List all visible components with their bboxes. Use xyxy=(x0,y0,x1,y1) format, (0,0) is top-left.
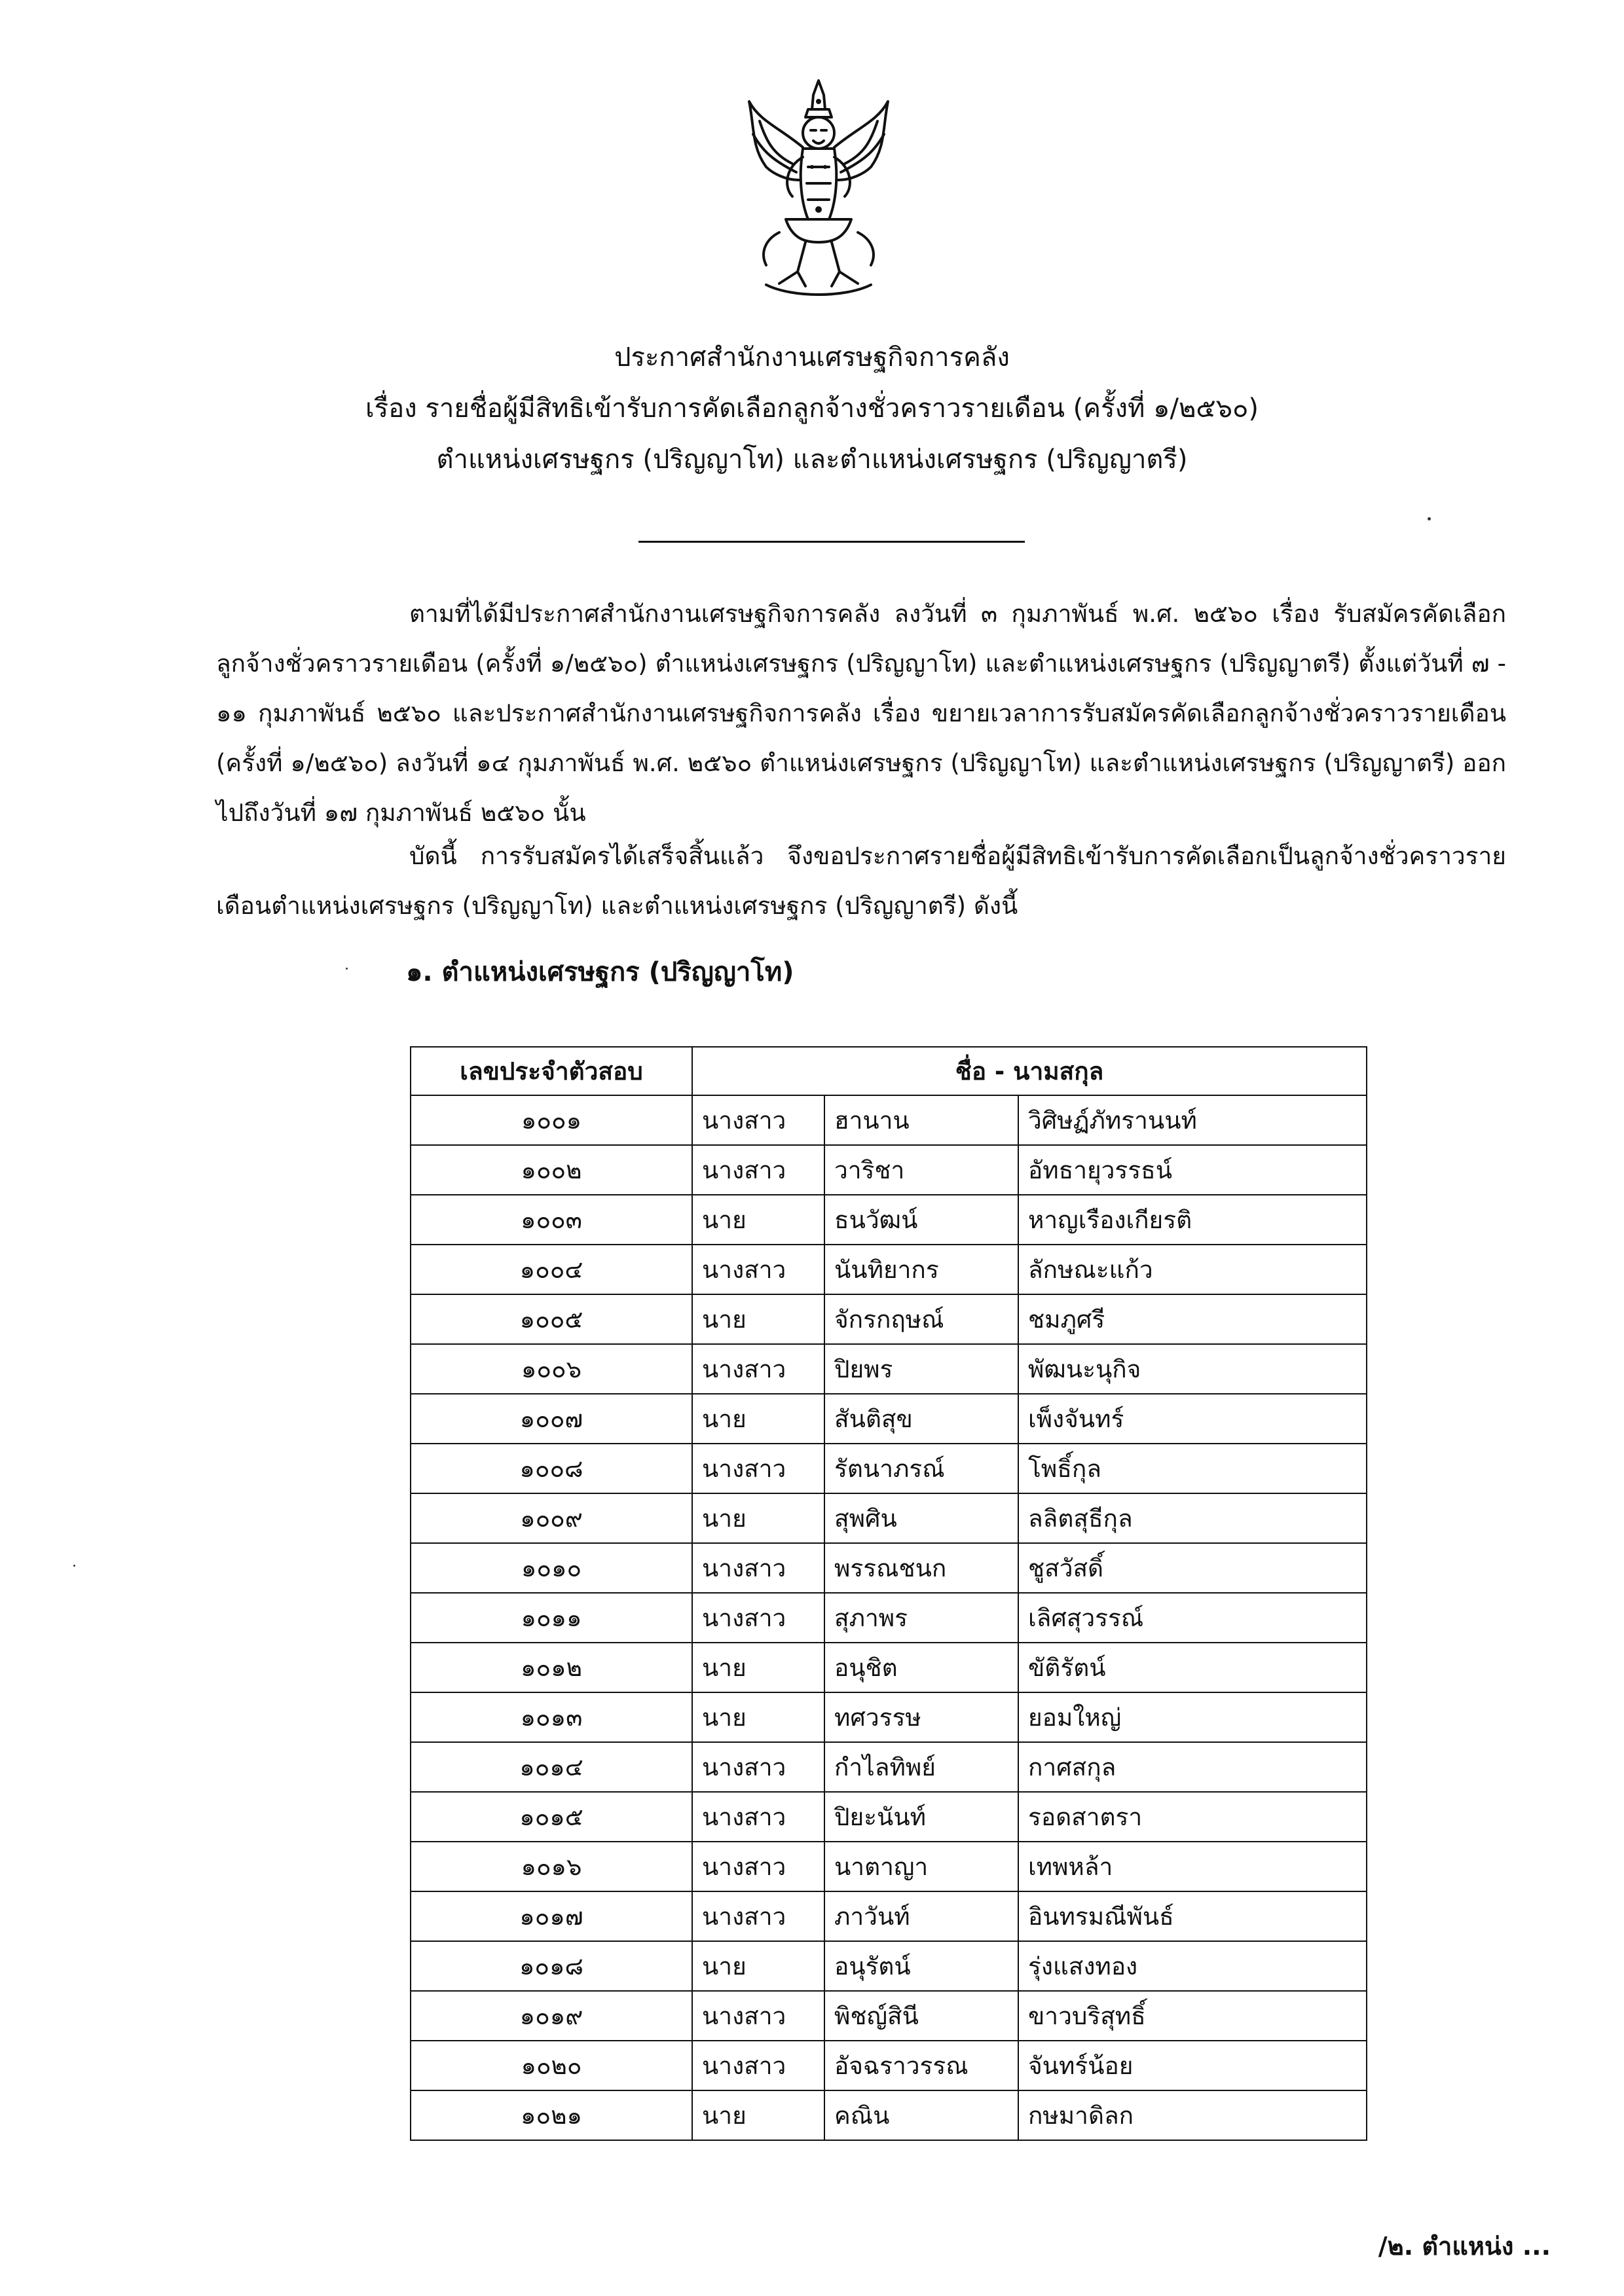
title-cell: นางสาว xyxy=(692,1444,824,1493)
last-name-cell: ขาวบริสุทธิ์ xyxy=(1018,1991,1367,2041)
table-row xyxy=(411,2041,1367,2090)
last-name-cell: กษมาดิลก xyxy=(1018,2090,1367,2140)
last-name-cell: ชมภูศรี xyxy=(1018,1294,1367,1344)
table-row xyxy=(411,1643,1367,1692)
exam-id-cell: ๑๐๑๙ xyxy=(411,1991,692,2041)
title-cell: นาย xyxy=(692,1195,824,1245)
last-name-cell: อินทรมณีพันธ์ xyxy=(1018,1891,1367,1941)
first-name-cell: พิชญ์สินี xyxy=(824,1991,1018,2041)
announcement-positions: ตำแหน่งเศรษฐกร (ปริญญาโท) และตำแหน่งเศรษฐกร (ปริญญาตรี) xyxy=(436,445,1188,475)
table-row xyxy=(411,1245,1367,1294)
last-name-cell: หาญเรืองเกียรติ xyxy=(1018,1195,1367,1245)
last-name-cell: เลิศสุวรรณ์ xyxy=(1018,1593,1367,1643)
header-exam-id: เลขประจำตัวสอบ xyxy=(411,1047,692,1095)
exam-id-cell: ๑๐๒๐ xyxy=(411,2041,692,2090)
exam-id-cell: ๑๐๐๓ xyxy=(411,1195,692,1245)
last-name-cell: พัฒนะนุกิจ xyxy=(1018,1344,1367,1394)
first-name-cell: สุพศิน xyxy=(824,1493,1018,1543)
title-cell: นางสาว xyxy=(692,1742,824,1792)
exam-id-cell: ๑๐๑๗ xyxy=(411,1891,692,1941)
announcement-subject: เรื่อง รายชื่อผู้มีสิทธิเข้ารับการคัดเลือกลูกจ้างชั่วคราวรายเดือน (ครั้งที่ ๑/๒๕๖๐) xyxy=(365,393,1259,424)
table-row xyxy=(411,1792,1367,1842)
last-name-cell: ยอมใหญ่ xyxy=(1018,1692,1367,1742)
last-name-cell: ขัติรัตน์ xyxy=(1018,1643,1367,1692)
first-name-cell: ทศวรรษ xyxy=(824,1692,1018,1742)
first-name-cell: ภาวันท์ xyxy=(824,1891,1018,1941)
scan-speck xyxy=(346,968,348,970)
garuda-emblem-icon xyxy=(740,75,897,301)
first-name-cell: ปิยะนันท์ xyxy=(824,1792,1018,1842)
table-row xyxy=(411,1145,1367,1195)
table-row xyxy=(411,1493,1367,1543)
exam-id-cell: ๑๐๐๕ xyxy=(411,1294,692,1344)
title-cell: นางสาว xyxy=(692,1095,824,1145)
table-row xyxy=(411,2090,1367,2140)
last-name-cell: ลักษณะแก้ว xyxy=(1018,1245,1367,1294)
first-name-cell: กำไลทิพย์ xyxy=(824,1742,1018,1792)
last-name-cell: เพ็งจันทร์ xyxy=(1018,1394,1367,1444)
last-name-cell: รอดสาตรา xyxy=(1018,1792,1367,1842)
section-heading: ๑. ตำแหน่งเศรษฐกร (ปริญญาโท) xyxy=(406,957,794,987)
first-name-cell: สันติสุข xyxy=(824,1394,1018,1444)
title-cell: นางสาว xyxy=(692,1891,824,1941)
last-name-cell: วิศิษฏ์ภัทรานนท์ xyxy=(1018,1095,1367,1145)
title-cell: นางสาว xyxy=(692,1145,824,1195)
scan-speck xyxy=(1428,517,1431,520)
title-cell: นางสาว xyxy=(692,1842,824,1891)
title-cell: นางสาว xyxy=(692,1991,824,2041)
table-row xyxy=(411,1195,1367,1245)
title-divider xyxy=(638,541,1025,543)
last-name-cell: กาศสกุล xyxy=(1018,1742,1367,1792)
last-name-cell: ชูสวัสดิ์ xyxy=(1018,1543,1367,1593)
exam-id-cell: ๑๐๐๘ xyxy=(411,1444,692,1493)
title-cell: นาย xyxy=(692,1692,824,1742)
first-name-cell: อนุรัตน์ xyxy=(824,1941,1018,1991)
exam-id-cell: ๑๐๐๙ xyxy=(411,1493,692,1543)
intro-paragraph: ตามที่ได้มีประกาศสำนักงานเศรษฐกิจการคลัง ลงวันที่ ๓ กุมภาพันธ์ พ.ศ. ๒๕๖๐ เรื่อง รับสมัครคัดเลือกลูกจ้างชั่วคราวรายเดือน (ครั้งที่ ๑/๒๕๖๐) ตำแหน่งเศรษฐกร (ปริญญาโท) และตำแหน่งเศรษฐกร (ปริญญาตรี) ตั้งแต่วันที่ ๗ - ๑๑ กุมภาพันธ์ ๒๕๖๐ และประกาศสำนักงานเศรษฐกิจการคลัง เรื่อง ขยายเวลาการรับสมัครคัดเลือกลูกจ้างชั่วคราวรายเดือน (ครั้งที่ ๑/๒๕๖๐) ลงวันที่ ๑๔ กุมภาพันธ์ พ.ศ. ๒๕๖๐ ตำแหน่งเศรษฐกร (ปริญญาโท) และตำแหน่งเศรษฐกร (ปริญญาตรี) ออกไปถึงวันที่ ๑๗ กุมภาพันธ์ ๒๕๖๐ นั้น xyxy=(216,600,1506,827)
last-name-cell: จันทร์น้อย xyxy=(1018,2041,1367,2090)
first-name-cell: รัตนาภรณ์ xyxy=(824,1444,1018,1493)
exam-id-cell: ๑๐๑๓ xyxy=(411,1692,692,1742)
exam-id-cell: ๑๐๑๑ xyxy=(411,1593,692,1643)
announcement-paragraph: บัดนี้ การรับสมัครได้เสร็จสิ้นแล้ว จึงขอประกาศรายชื่อผู้มีสิทธิเข้ารับการคัดเลือกเป็นลูกจ้างชั่วคราวรายเดือนตำแหน่งเศรษฐกร (ปริญญาโท) และตำแหน่งเศรษฐกร (ปริญญาตรี) ดังนี้ xyxy=(216,842,1506,920)
announcement-title: ประกาศสำนักงานเศรษฐกิจการคลัง xyxy=(614,342,1010,373)
first-name-cell: สุภาพร xyxy=(824,1593,1018,1643)
last-name-cell: รุ่งแสงทอง xyxy=(1018,1941,1367,1991)
table-row xyxy=(411,1891,1367,1941)
title-cell: นางสาว xyxy=(692,1593,824,1643)
title-cell: นางสาว xyxy=(692,1344,824,1394)
first-name-cell: คณิน xyxy=(824,2090,1018,2140)
scan-speck xyxy=(73,1565,75,1567)
title-cell: นาย xyxy=(692,1294,824,1344)
exam-id-cell: ๑๐๐๔ xyxy=(411,1245,692,1294)
first-name-cell: อนุชิต xyxy=(824,1643,1018,1692)
first-name-cell: นันทิยากร xyxy=(824,1245,1018,1294)
table-row xyxy=(411,1593,1367,1643)
table-header-row xyxy=(411,1047,1367,1095)
exam-id-cell: ๑๐๒๑ xyxy=(411,2090,692,2140)
table-row xyxy=(411,1444,1367,1493)
header-full-name: ชื่อ - นามสกุล xyxy=(692,1047,1367,1095)
title-cell: นาย xyxy=(692,1394,824,1444)
last-name-cell: โพธิ์กุล xyxy=(1018,1444,1367,1493)
page-continuation: /๒. ตำแหน่ง ... xyxy=(1378,2232,1551,2261)
title-cell: นางสาว xyxy=(692,1792,824,1842)
table-row xyxy=(411,1842,1367,1891)
first-name-cell: พรรณชนก xyxy=(824,1543,1018,1593)
table-row xyxy=(411,1294,1367,1344)
title-cell: นางสาว xyxy=(692,1245,824,1294)
last-name-cell: เทพหล้า xyxy=(1018,1842,1367,1891)
first-name-cell: ฮานาน xyxy=(824,1095,1018,1145)
exam-id-cell: ๑๐๐๗ xyxy=(411,1394,692,1444)
table-row xyxy=(411,1941,1367,1991)
exam-id-cell: ๑๐๐๒ xyxy=(411,1145,692,1195)
exam-id-cell: ๑๐๑๖ xyxy=(411,1842,692,1891)
exam-id-cell: ๑๐๑๒ xyxy=(411,1643,692,1692)
candidate-table xyxy=(410,1046,1367,2141)
table-row xyxy=(411,1394,1367,1444)
exam-id-cell: ๑๐๑๔ xyxy=(411,1742,692,1792)
first-name-cell: นาตาญา xyxy=(824,1842,1018,1891)
first-name-cell: จักรกฤษณ์ xyxy=(824,1294,1018,1344)
first-name-cell: อัจฉราวรรณ xyxy=(824,2041,1018,2090)
title-cell: นาย xyxy=(692,1493,824,1543)
table-row xyxy=(411,1742,1367,1792)
table-row xyxy=(411,1344,1367,1394)
first-name-cell: ปิยพร xyxy=(824,1344,1018,1394)
exam-id-cell: ๑๐๑๐ xyxy=(411,1543,692,1593)
first-name-cell: ธนวัฒน์ xyxy=(824,1195,1018,1245)
first-name-cell: วาริชา xyxy=(824,1145,1018,1195)
table-row xyxy=(411,1543,1367,1593)
title-cell: นาย xyxy=(692,1941,824,1991)
exam-id-cell: ๑๐๐๑ xyxy=(411,1095,692,1145)
table-row xyxy=(411,1095,1367,1145)
title-cell: นางสาว xyxy=(692,2041,824,2090)
title-cell: นาย xyxy=(692,2090,824,2140)
exam-id-cell: ๑๐๑๘ xyxy=(411,1941,692,1991)
table-row xyxy=(411,1991,1367,2041)
title-cell: นางสาว xyxy=(692,1543,824,1593)
last-name-cell: ลลิตสุธีกุล xyxy=(1018,1493,1367,1543)
table-row xyxy=(411,1692,1367,1742)
exam-id-cell: ๑๐๐๖ xyxy=(411,1344,692,1394)
title-cell: นาย xyxy=(692,1643,824,1692)
last-name-cell: อัทธายุวรรธน์ xyxy=(1018,1145,1367,1195)
exam-id-cell: ๑๐๑๕ xyxy=(411,1792,692,1842)
